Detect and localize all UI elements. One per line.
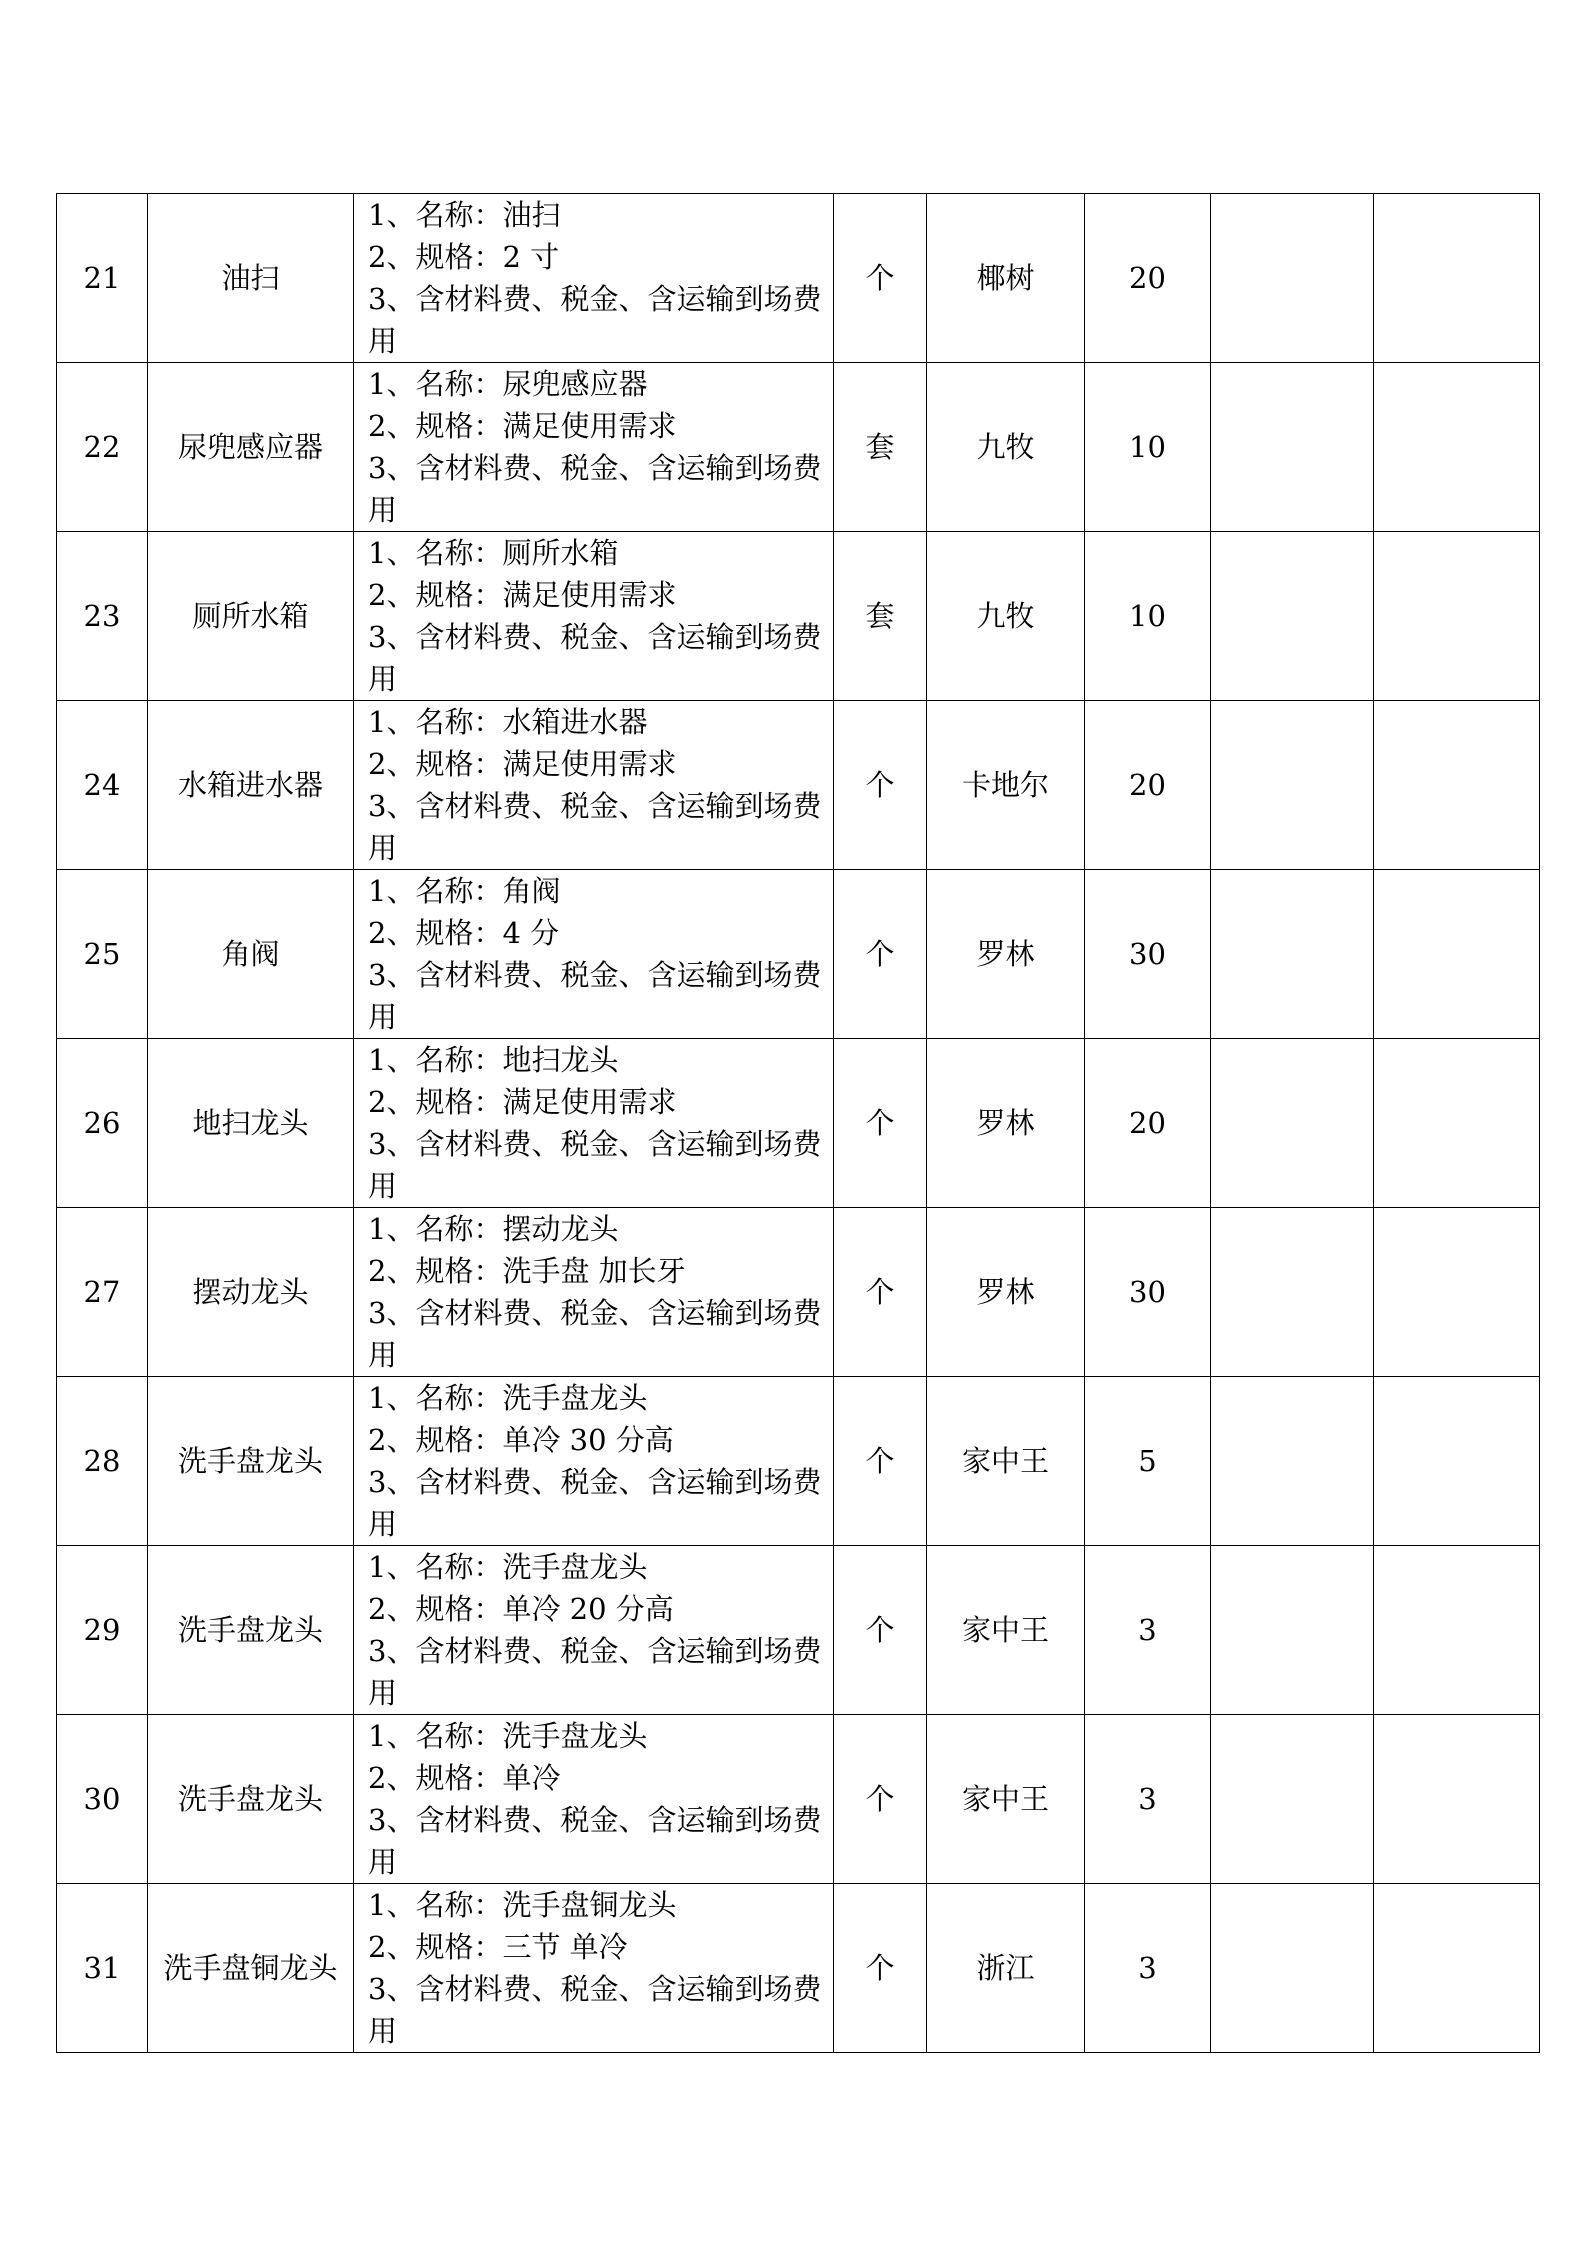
spec-fee-line: 3、含材料费、税金、含运输到场费用 [368,282,822,358]
spec-name-line: 1、名称：摆动龙头 [368,1212,619,1246]
unit-price-cell [1211,1884,1374,2053]
spec-name-line: 1、名称：油扫 [368,198,561,232]
row-number-cell: 31 [57,1884,148,2053]
spec-name-line: 1、名称：洗手盘铜龙头 [368,1888,677,1922]
quantity-cell: 30 [1085,1208,1211,1377]
spec-fee-line: 3、含材料费、税金、含运输到场费用 [368,789,822,865]
description-cell [354,532,834,701]
spec-name-line: 1、名称：洗手盘龙头 [368,1550,648,1584]
unit-cell: 个 [834,1039,927,1208]
spec-detail-line: 2、规格：三节 单冷 [368,1930,628,1964]
materials-table [56,193,1540,2053]
description-cell [354,194,834,363]
total-price-cell [1374,870,1540,1039]
total-price-cell [1374,363,1540,532]
unit-price-cell [1211,532,1374,701]
total-price-cell [1374,1546,1540,1715]
item-name-cell: 洗手盘龙头 [148,1715,354,1884]
brand-cell: 九牧 [927,532,1085,701]
description-cell [354,1546,834,1715]
total-price-cell [1374,1377,1540,1546]
spec-detail-line: 2、规格：满足使用需求 [368,747,677,781]
spec-detail-line: 2、规格：洗手盘 加长牙 [368,1254,686,1288]
spec-fee-line: 3、含材料费、税金、含运输到场费用 [368,958,822,1034]
row-number-cell: 24 [57,701,148,870]
brand-cell: 罗林 [927,1039,1085,1208]
table-row [57,194,1540,363]
quantity-cell: 20 [1085,194,1211,363]
brand-cell: 罗林 [927,1208,1085,1377]
row-number-cell: 23 [57,532,148,701]
spec-name-line: 1、名称：尿兜感应器 [368,367,648,401]
description-cell [354,1208,834,1377]
unit-price-cell [1211,194,1374,363]
unit-cell: 个 [834,701,927,870]
total-price-cell [1374,1884,1540,2053]
brand-cell: 家中王 [927,1715,1085,1884]
spec-fee-line: 3、含材料费、税金、含运输到场费用 [368,1803,822,1879]
brand-cell: 家中王 [927,1377,1085,1546]
unit-cell: 套 [834,363,927,532]
row-number-cell: 21 [57,194,148,363]
table-row [57,1208,1540,1377]
brand-cell: 家中王 [927,1546,1085,1715]
spec-name-line: 1、名称：洗手盘龙头 [368,1719,648,1753]
item-name-cell: 油扫 [148,194,354,363]
spec-name-line: 1、名称：地扫龙头 [368,1043,619,1077]
item-name-cell: 水箱进水器 [148,701,354,870]
spec-fee-line: 3、含材料费、税金、含运输到场费用 [368,620,822,696]
unit-price-cell [1211,1715,1374,1884]
table-row [57,1546,1540,1715]
unit-price-cell [1211,870,1374,1039]
spec-detail-line: 2、规格：4 分 [368,916,560,950]
row-number-cell: 28 [57,1377,148,1546]
spec-detail-line: 2、规格：满足使用需求 [368,1085,677,1119]
unit-cell: 个 [834,194,927,363]
description-cell [354,1039,834,1208]
spec-detail-line: 2、规格：满足使用需求 [368,409,677,443]
spec-name-line: 1、名称：洗手盘龙头 [368,1381,648,1415]
total-price-cell [1374,532,1540,701]
unit-price-cell [1211,363,1374,532]
total-price-cell [1374,1715,1540,1884]
description-cell [354,701,834,870]
table-row [57,532,1540,701]
spec-fee-line: 3、含材料费、税金、含运输到场费用 [368,1465,822,1541]
unit-price-cell [1211,1208,1374,1377]
spec-fee-line: 3、含材料费、税金、含运输到场费用 [368,451,822,527]
quantity-cell: 30 [1085,870,1211,1039]
row-number-cell: 27 [57,1208,148,1377]
item-name-cell: 尿兜感应器 [148,363,354,532]
table-row [57,1377,1540,1546]
description-cell [354,1715,834,1884]
item-name-cell: 摆动龙头 [148,1208,354,1377]
row-number-cell: 22 [57,363,148,532]
spec-fee-line: 3、含材料费、税金、含运输到场费用 [368,1634,822,1710]
table-row [57,870,1540,1039]
unit-cell: 个 [834,1546,927,1715]
unit-price-cell [1211,1546,1374,1715]
unit-price-cell [1211,1377,1374,1546]
table-row [57,1884,1540,2053]
unit-price-cell [1211,1039,1374,1208]
item-name-cell: 洗手盘龙头 [148,1377,354,1546]
item-name-cell: 厕所水箱 [148,532,354,701]
row-number-cell: 29 [57,1546,148,1715]
quantity-cell: 5 [1085,1377,1211,1546]
item-name-cell: 角阀 [148,870,354,1039]
total-price-cell [1374,1039,1540,1208]
quantity-cell: 3 [1085,1715,1211,1884]
quantity-cell: 20 [1085,701,1211,870]
description-cell [354,363,834,532]
item-name-cell: 洗手盘龙头 [148,1546,354,1715]
row-number-cell: 25 [57,870,148,1039]
quantity-cell: 3 [1085,1884,1211,2053]
quantity-cell: 10 [1085,532,1211,701]
spec-detail-line: 2、规格：满足使用需求 [368,578,677,612]
unit-cell: 个 [834,1377,927,1546]
brand-cell: 浙江 [927,1884,1085,2053]
brand-cell: 卡地尔 [927,701,1085,870]
spec-detail-line: 2、规格：2 寸 [368,240,560,274]
table-body [57,194,1540,2053]
unit-cell: 个 [834,870,927,1039]
unit-price-cell [1211,701,1374,870]
total-price-cell [1374,701,1540,870]
spec-fee-line: 3、含材料费、税金、含运输到场费用 [368,1296,822,1372]
quantity-cell: 20 [1085,1039,1211,1208]
total-price-cell [1374,194,1540,363]
unit-cell: 个 [834,1715,927,1884]
total-price-cell [1374,1208,1540,1377]
spec-fee-line: 3、含材料费、税金、含运输到场费用 [368,1127,822,1203]
description-cell [354,870,834,1039]
spec-fee-line: 3、含材料费、税金、含运输到场费用 [368,1972,822,2048]
quantity-cell: 3 [1085,1546,1211,1715]
brand-cell: 九牧 [927,363,1085,532]
spec-detail-line: 2、规格：单冷 [368,1761,561,1795]
unit-cell: 个 [834,1208,927,1377]
item-name-cell: 洗手盘铜龙头 [148,1884,354,2053]
table-row [57,1715,1540,1884]
item-name-cell: 地扫龙头 [148,1039,354,1208]
unit-cell: 个 [834,1884,927,2053]
spec-detail-line: 2、规格：单冷 30 分高 [368,1423,674,1457]
row-number-cell: 26 [57,1039,148,1208]
spec-name-line: 1、名称：角阀 [368,874,561,908]
table-row [57,701,1540,870]
quantity-cell: 10 [1085,363,1211,532]
table-row [57,363,1540,532]
row-number-cell: 30 [57,1715,148,1884]
description-cell [354,1884,834,2053]
table-row [57,1039,1540,1208]
spec-name-line: 1、名称：厕所水箱 [368,536,619,570]
spec-name-line: 1、名称：水箱进水器 [368,705,648,739]
unit-cell: 套 [834,532,927,701]
spec-detail-line: 2、规格：单冷 20 分高 [368,1592,674,1626]
description-cell [354,1377,834,1546]
brand-cell: 椰树 [927,194,1085,363]
brand-cell: 罗林 [927,870,1085,1039]
